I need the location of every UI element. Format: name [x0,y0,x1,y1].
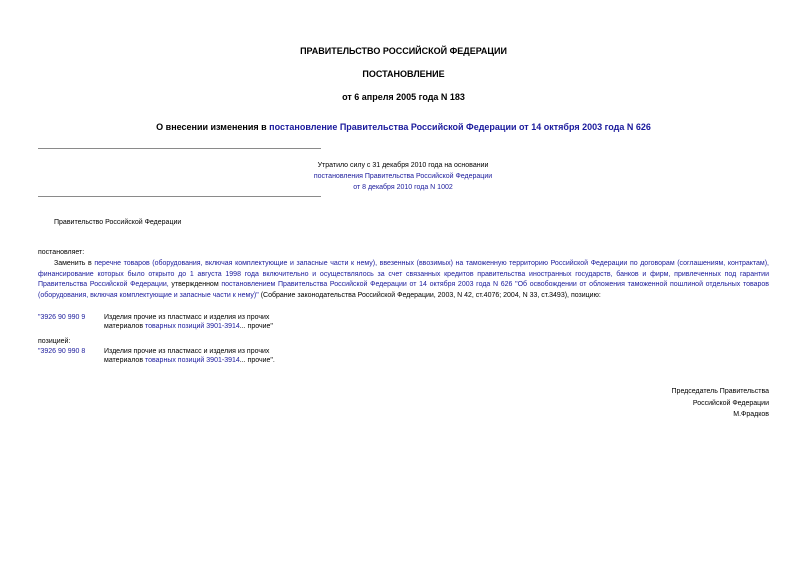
old-desc-line-2 [104,323,304,332]
main-paragraph [38,259,769,301]
new-desc-prefix: материалов [104,356,145,364]
document-type-heading: ПОСТАНОВЛЕНИЕ [362,69,445,79]
signature-line-2: Российской Федерации [692,399,769,407]
para-mid: утвержденном [168,281,222,288]
title-prefix: О внесении изменения в [156,122,270,132]
decrees-text: постановляет: [38,249,85,256]
new-desc-suffix: ... прочие". [239,356,275,364]
old-tariff-positions-link[interactable]: товарных позиций 3901-3914 [145,322,240,330]
old-desc-line-1: Изделия прочие из пластмасс и изделия из прочих [104,314,270,321]
old-position-code: "3926 90 990 9 [38,314,86,321]
repeal-decree-link-1[interactable]: постановления Правительства Российской Федерации [313,173,493,180]
repeal-decree-link-2[interactable]: от 8 декабря 2010 года N 1002 [353,184,453,191]
old-position-description [104,314,304,331]
new-tariff-positions-link[interactable]: товарных позиций 3901-3914 [145,356,240,364]
new-position-description [104,348,304,365]
validity-line-1: Утратило силу с 31 декабря 2010 года на основании [317,162,489,169]
amended-decree-link[interactable]: постановление Правительства Российской Федерации от 14 октября 2003 года N 626 [269,122,651,132]
date-number-heading: от 6 апреля 2005 года N 183 [342,92,465,102]
new-desc-line-1: Изделия прочие из пластмасс и изделия из прочих [104,348,270,355]
signature-block [672,386,769,421]
top-divider [38,148,321,149]
bottom-divider [38,196,321,197]
new-position-code: "3926 90 990 8 [38,348,86,355]
validity-note [290,160,516,193]
decree-626-link[interactable]: постановлением Правительства Российской Федерации от 14 октября 2003 года N 626 "Об освобождении от обложения таможенной пошлиной отдельных товаров (оборудования, включая комплектующие и запасные части к нему)" [38,281,770,299]
old-desc-prefix: материалов [104,322,145,330]
old-desc-suffix: ... прочие" [239,322,273,330]
signature-line-3: М.Фрадков [733,411,769,418]
para-start: Заменить в [54,260,95,267]
goods-list-link[interactable]: перечне товаров (оборудования, включая комплектующие и запасные части к нему), ввезенных (ввозимых) на таможенную территорию Российской Федерации по договорам (соглашениям, контрактам), финансирование которых было открыто до 1 августа 1998 года включительно и осуществлялось за счет связанных кредитов правительства иностранных государств, банков и фирм, привлеченных под гарантии Правительства Российской Федерации, [38,260,769,288]
signature-line-1: Председатель Правительства [671,388,769,395]
positions-label: позицией: [38,338,71,345]
para-end: (Собрание законодательства Российской Федерации, 2003, N 42, ст.4076; 2004, N 33, ст.3493), позицию: [258,291,601,299]
document-title [0,122,807,132]
new-desc-line-2 [104,357,304,366]
government-heading: ПРАВИТЕЛЬСТВО РОССИЙСКОЙ ФЕДЕРАЦИИ [300,46,507,56]
issuer-text: Правительство Российской Федерации [54,219,182,226]
